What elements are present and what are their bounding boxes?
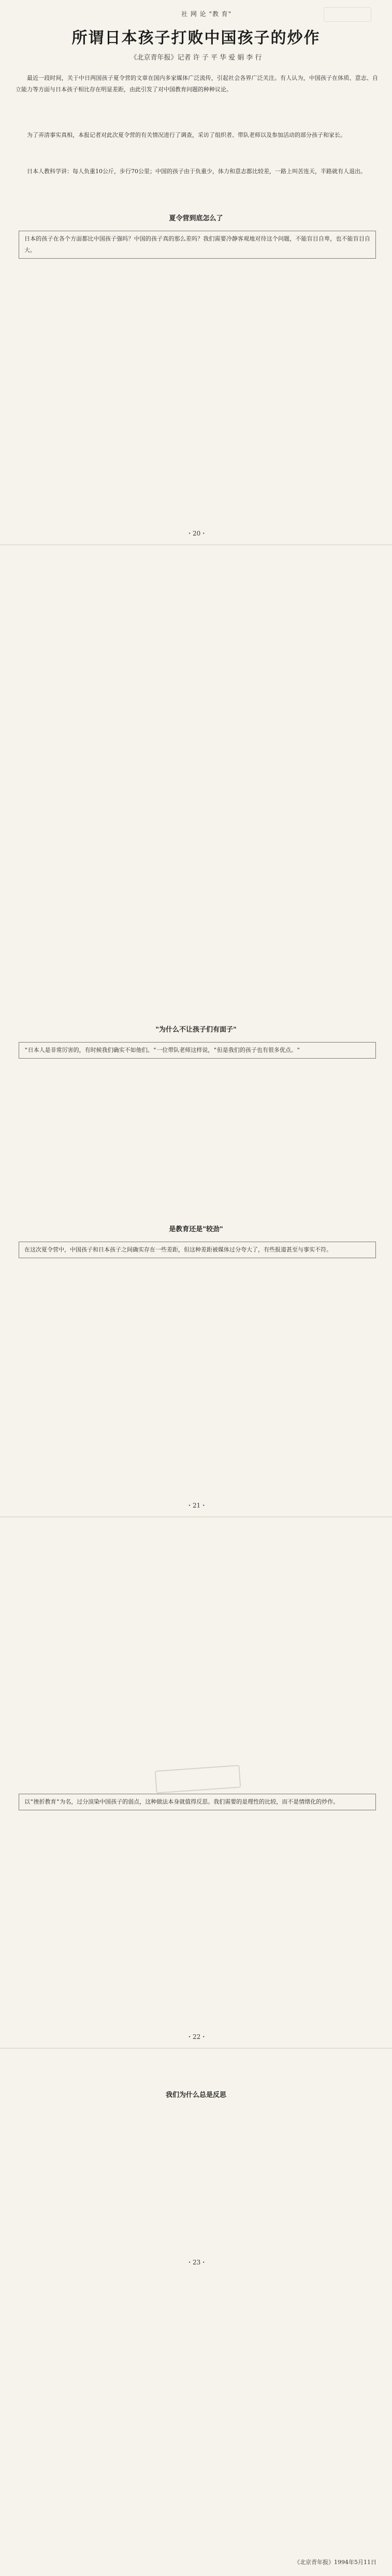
page-number: ・21・: [186, 1502, 207, 1509]
stamp-mark: [155, 1765, 241, 1793]
boxed-quote: "日本人是非常厉害的，有时候我们确实不如他们。"一位带队老师这样说，"但是我们的孩子也有很多优点。": [19, 1042, 376, 1059]
section-tag: 社 网 论 "教 育": [181, 10, 232, 18]
article-title: 所谓日本孩子打败中国孩子的炒作: [71, 29, 321, 47]
page-divider: [0, 1516, 392, 1517]
boxed-quote: 在这次夏令营中，中国孩子和日本孩子之间确实存在一些差距，但这种差距被媒体过分夸大了，有些报道甚至与事实不符。: [19, 1242, 376, 1258]
boxed-quote: 以"挫折教育"为名，过分渲染中国孩子的弱点，这种做法本身就值得反思。我们需要的是理性的比较，而不是情绪化的炒作。: [19, 1794, 376, 1810]
subhead-4: 我们为什么总是反思: [165, 2091, 226, 2099]
page-number: ・20・: [186, 530, 207, 537]
article-source: 《北京青年报》1994年5月11日: [294, 2559, 376, 2566]
subhead-1: 夏令营到底怎么了: [169, 215, 223, 222]
page-divider: [0, 2048, 392, 2049]
boxed-quote: 日本的孩子在各个方面都比中国孩子强吗？中国的孩子真的那么差吗？我们需要冷静客观地对待这个问题，不能盲目自卑，也不能盲目自大。: [19, 231, 376, 259]
page-number: ・23・: [186, 2259, 207, 2266]
subhead-3: 是教育还是"较劲": [169, 1226, 223, 1233]
subhead-2: "为什么不让孩子们有面子": [155, 1026, 237, 1034]
page-number: ・22・: [186, 2033, 207, 2040]
body-paragraph: 日本人教科学讲：每人负重10公斤，步行70公里；中国的孩子由于负重少，体力和意志都比较差，一路上叫苦连天，半路就有人退出。: [27, 168, 366, 175]
body-paragraph: 为了弄清事实真相，本报记者对此次夏令营的有关情况进行了调查，采访了组织者、带队老师以及参加活动的部分孩子和家长。: [27, 132, 346, 138]
article-byline: 《北京青年报》记者 许 子 平 华 爱 娟 李 行: [130, 54, 262, 62]
watermark-stamp: [324, 7, 371, 22]
body-paragraph: 最近一段时间，关于中日两国孩子夏令营的文章在国内多家媒体广泛流传，引起社会各界广泛关注。有人认为，中国孩子在体质、意志、自立能力等方面与日本孩子相比存在明显差距，由此引发了对中国教育问题的种种议论。: [16, 75, 378, 93]
page-divider: [0, 544, 392, 545]
